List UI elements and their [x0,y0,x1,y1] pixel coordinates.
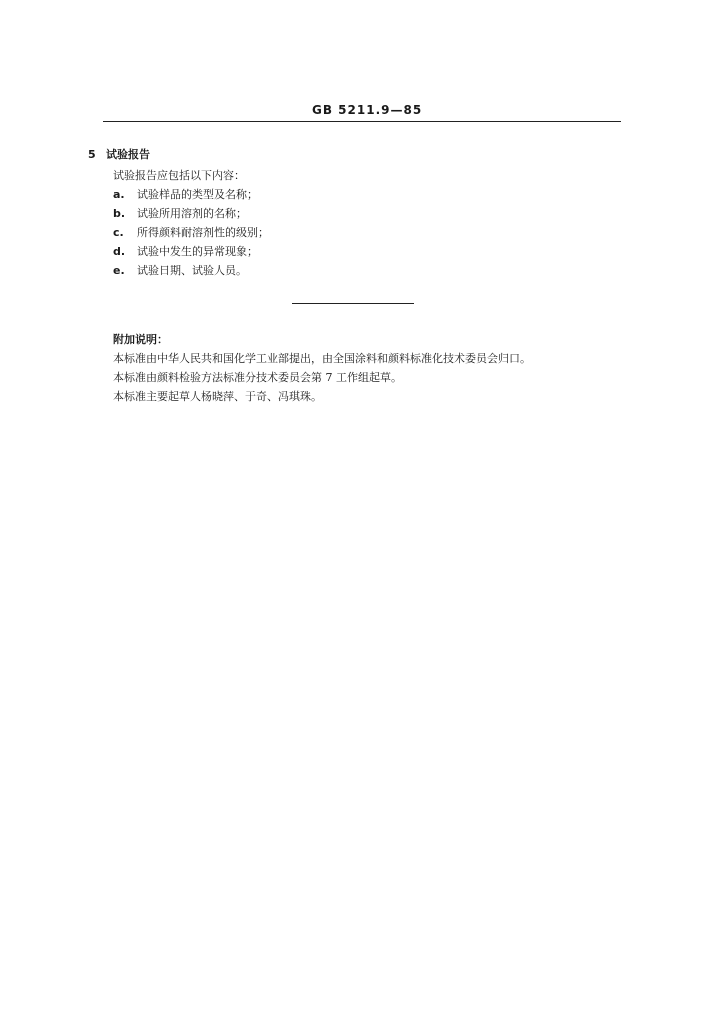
report-items-list [113,185,269,280]
list-item [113,204,269,223]
notes-line: 本标准由中华人民共和国化学工业部提出，由全国涂料和颜料标准化技术委员会归口。 [113,352,531,365]
header-rule [103,121,621,122]
item-mark: b. [113,207,126,220]
section-title: 试验报告 [106,148,150,161]
item-text: 试验日期、试验人员。 [137,264,247,277]
list-item [113,261,269,280]
notes-line: 本标准主要起草人杨晓萍、于奇、冯琪珠。 [113,390,322,403]
item-mark: a. [113,188,125,201]
item-text: 试验所用溶剂的名称； [137,207,247,220]
item-text: 所得颜料耐溶剂性的级别； [137,226,269,239]
section-intro: 试验报告应包括以下内容： [113,169,245,182]
standard-code: GB 5211.9—85 [312,103,423,117]
notes-title: 附加说明： [113,333,168,346]
end-rule [292,303,414,304]
additional-notes [113,330,531,406]
item-text: 试验中发生的异常现象； [137,245,258,258]
item-text: 试验样品的类型及名称； [137,188,258,201]
section-number: 5 [88,148,96,161]
item-mark: c. [113,226,124,239]
list-item [113,185,269,204]
item-mark: e. [113,264,125,277]
item-mark: d. [113,245,126,258]
section-heading [88,146,150,162]
list-item [113,223,269,242]
notes-line: 本标准由颜料检验方法标准分技术委员会第 7 工作组起草。 [113,371,402,384]
list-item [113,242,269,261]
